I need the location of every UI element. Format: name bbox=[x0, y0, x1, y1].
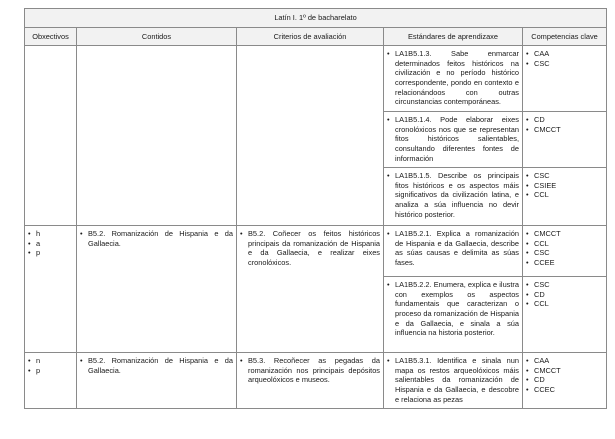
competence-item: • CAA bbox=[526, 49, 603, 59]
objectives-cell bbox=[25, 226, 77, 353]
table-title-row bbox=[25, 9, 607, 28]
header-criteria: Criterios de avaliación bbox=[237, 27, 384, 46]
competence-item: • CMCCT bbox=[526, 229, 603, 239]
header-standards: Estándares de aprendizaxe bbox=[384, 27, 523, 46]
competence-item: • CSIEE bbox=[526, 181, 603, 191]
objective-item: • p bbox=[28, 366, 73, 376]
header-competences: Competencias clave bbox=[523, 27, 607, 46]
standard-cell bbox=[384, 112, 523, 168]
competence-item: • CSC bbox=[526, 280, 603, 290]
curriculum-table bbox=[24, 8, 607, 409]
competences-cell bbox=[523, 277, 607, 353]
standard-cell bbox=[384, 46, 523, 112]
competence-item: • CMCCT bbox=[526, 125, 603, 135]
objective-item: • h bbox=[28, 229, 73, 239]
table-title: Latín I. 1º de bacharelato bbox=[25, 9, 607, 28]
content-cell bbox=[77, 353, 237, 409]
competence-item: • CMCCT bbox=[526, 366, 603, 376]
competences-cell bbox=[523, 168, 607, 226]
header-contents: Contidos bbox=[77, 27, 237, 46]
competences-cell bbox=[523, 226, 607, 277]
content-cell bbox=[77, 46, 237, 226]
standard-cell bbox=[384, 277, 523, 353]
standard-text: • LA1B5.2.2. Enumera, explica e ilustra con exemplos os aspectos fundamentais que caracterizan o proceso da romanización de Hispania e da Gallaecia, e sinala a súa influencia na historia posterior. bbox=[387, 280, 519, 338]
criterion-text: • B5.2. Coñecer os feitos históricos principais da romanización de Hispania e da Gallaecia, e realizar eixes cronolóxicos. bbox=[240, 229, 380, 267]
standard-text: • LA1B5.1.3. Sabe enmarcar determinados feitos históricos na civilización e no período histórico correspondente, pondo en contexto e relacionándoos con outras circunstancias contemporáneas. bbox=[387, 49, 519, 107]
competence-item: • CAA bbox=[526, 356, 603, 366]
content-text: • B5.2. Romanización de Hispania e da Gallaecia. bbox=[80, 356, 233, 375]
criterion-text: • B5.3. Recoñecer as pegadas da romanización nos principais depósitos arqueolóxicos e museos. bbox=[240, 356, 380, 385]
table-row bbox=[25, 46, 607, 112]
competence-item: • CSC bbox=[526, 59, 603, 69]
objectives-cell bbox=[25, 46, 77, 226]
competence-item: • CCL bbox=[526, 299, 603, 309]
standard-text: • LA1B5.3.1. Identifica e sinala nun mapa os restos arqueolóxicos máis salientables da romanización de Hispania e da Gallaecia, e descobre e relaciona as pezas bbox=[387, 356, 519, 404]
objective-item: • n bbox=[28, 356, 73, 366]
standard-cell bbox=[384, 353, 523, 409]
content-cell bbox=[77, 226, 237, 353]
objective-item: • a bbox=[28, 239, 73, 249]
competences-cell bbox=[523, 46, 607, 112]
criterion-cell bbox=[237, 353, 384, 409]
table-header-row bbox=[25, 27, 607, 46]
competence-item: • CD bbox=[526, 115, 603, 125]
header-objectives: Obxectivos bbox=[25, 27, 77, 46]
competences-cell bbox=[523, 353, 607, 409]
table-row bbox=[25, 226, 607, 277]
competence-item: • CD bbox=[526, 290, 603, 300]
standard-cell bbox=[384, 168, 523, 226]
standard-text: • LA1B5.1.5. Describe os principais fitos históricos e os aspectos máis significativos da civilización latina, e analiza a súa influencia no devir histórico posterior. bbox=[387, 171, 519, 219]
criterion-cell bbox=[237, 226, 384, 353]
table-row bbox=[25, 353, 607, 409]
standard-cell bbox=[384, 226, 523, 277]
competence-item: • CCEC bbox=[526, 385, 603, 395]
objectives-cell bbox=[25, 353, 77, 409]
competence-item: • CSC bbox=[526, 248, 603, 258]
standard-text: • LA1B5.1.4. Pode elaborar eixes cronolóxicos nos que se representan fitos históricos salientables, consultando diferentes fontes de información bbox=[387, 115, 519, 163]
competence-item: • CCEE bbox=[526, 258, 603, 268]
competence-item: • CCL bbox=[526, 190, 603, 200]
objective-item: • p bbox=[28, 248, 73, 258]
standard-text: • LA1B5.2.1. Explica a romanización de Hispania e da Gallaecia, describe as súas causas e delimita as súas fases. bbox=[387, 229, 519, 267]
competences-cell bbox=[523, 112, 607, 168]
competence-item: • CCL bbox=[526, 239, 603, 249]
competence-item: • CD bbox=[526, 375, 603, 385]
content-text: • B5.2. Romanización de Hispania e da Gallaecia. bbox=[80, 229, 233, 248]
competence-item: • CSC bbox=[526, 171, 603, 181]
criterion-cell bbox=[237, 46, 384, 226]
